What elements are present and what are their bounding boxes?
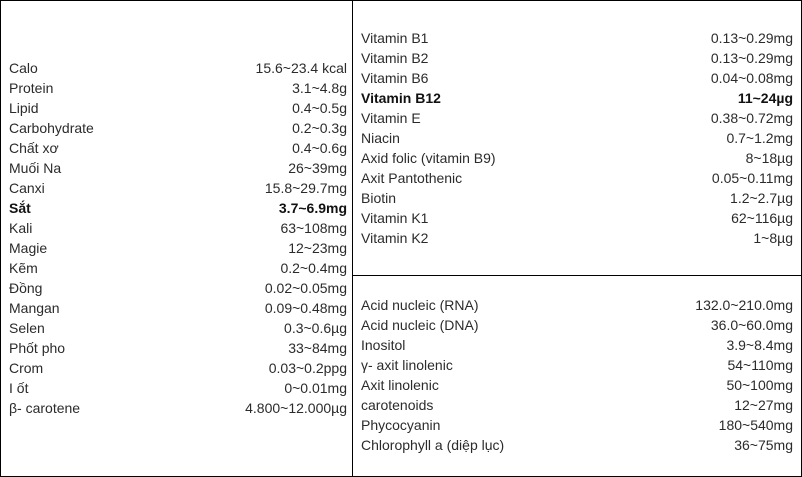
nutrient-name: Sắt: [9, 200, 31, 216]
nutrient-name: Phốt pho: [9, 340, 66, 356]
nutrient-name: Calo: [9, 60, 38, 76]
nutrient-row: [361, 395, 793, 415]
nutrient-value: 0.3~0.6µg: [284, 320, 347, 336]
nutrient-row: [361, 88, 793, 108]
nutrient-value: 8~18µg: [745, 150, 793, 166]
nutrient-name: Axit linolenic: [361, 377, 439, 393]
nutrient-row: [9, 58, 347, 78]
nutrient-row: [9, 78, 347, 98]
nutrient-row: [361, 315, 793, 335]
nutrient-row: [361, 148, 793, 168]
nutrient-name: Chlorophyll a (diệp lục): [361, 437, 505, 453]
nutrient-value: 0.2~0.4mg: [280, 260, 347, 276]
nutrient-row: [9, 378, 347, 398]
nutrient-value: 0.03~0.2ppg: [268, 360, 347, 376]
nutrient-row: [361, 295, 793, 315]
nutrient-value: 0.13~0.29mg: [710, 50, 793, 66]
section-divider: [352, 275, 802, 276]
nutrient-name: Vitamin K2: [361, 230, 429, 246]
nutrient-name: Muối Na: [9, 160, 62, 176]
nutrient-name: Crom: [9, 360, 44, 376]
nutrient-name: Chất xơ: [9, 140, 59, 156]
other-nutrients-panel: [361, 295, 793, 455]
nutrient-row: [361, 228, 793, 248]
nutrient-row: [9, 198, 347, 218]
nutrient-row: [361, 188, 793, 208]
nutrient-value: 3.1~4.8g: [292, 80, 347, 96]
nutrient-name: Mangan: [9, 300, 60, 316]
nutrient-name: Vitamin E: [361, 110, 421, 126]
nutrient-value: 15.8~29.7mg: [264, 180, 347, 196]
nutrient-value: 54~110mg: [727, 357, 793, 373]
nutrient-value: 0.38~0.72mg: [710, 110, 793, 126]
nutrient-row: [9, 338, 347, 358]
nutrient-row: [9, 138, 347, 158]
nutrient-name: I ốt: [9, 380, 29, 396]
nutrient-row: [9, 118, 347, 138]
nutrient-name: Acid nucleic (DNA): [361, 317, 479, 333]
nutrient-value: 0.09~0.48mg: [264, 300, 347, 316]
nutrient-name: Selen: [9, 320, 45, 336]
nutrient-row: [361, 335, 793, 355]
nutrient-value: 0.4~0.5g: [292, 100, 347, 116]
nutrient-value: 0.04~0.08mg: [710, 70, 793, 86]
nutrient-name: Axit Pantothenic: [361, 170, 463, 186]
nutrient-name: Vitamin B6: [361, 70, 429, 86]
nutrient-value: 1.2~2.7µg: [730, 190, 793, 206]
nutrient-row: [9, 218, 347, 238]
nutrient-name: Vitamin B1: [361, 30, 429, 46]
nutrient-value: 0.13~0.29mg: [710, 30, 793, 46]
nutrient-value: 15.6~23.4 kcal: [255, 60, 347, 76]
nutrient-row: [9, 238, 347, 258]
nutrient-row: [361, 375, 793, 395]
nutrient-value: 3.7~6.9mg: [278, 200, 347, 216]
nutrient-value: 132.0~210.0mg: [695, 297, 793, 313]
nutrient-row: [9, 298, 347, 318]
nutrient-row: [361, 108, 793, 128]
nutrient-value: 0.4~0.6g: [292, 140, 347, 156]
nutrient-row: [361, 415, 793, 435]
nutrient-value: 1~8µg: [753, 230, 793, 246]
nutrient-name: Đồng: [9, 280, 43, 296]
nutrient-row: [361, 48, 793, 68]
nutrient-value: 0.05~0.11mg: [711, 170, 793, 186]
nutrient-name: Magie: [9, 240, 48, 256]
nutrient-name: Protein: [9, 80, 54, 96]
nutrient-value: 180~540mg: [718, 417, 793, 433]
nutrient-value: 3.9~8.4mg: [726, 337, 793, 353]
nutrient-row: [361, 128, 793, 148]
nutrient-row: [9, 158, 347, 178]
nutrient-value: 0~0.01mg: [284, 380, 347, 396]
nutrient-name: Canxi: [9, 180, 45, 196]
nutrient-name: Niacin: [361, 130, 400, 146]
nutrient-name: Kẽm: [9, 260, 38, 276]
nutrient-value: 36~75mg: [734, 437, 793, 453]
nutrient-row: [361, 355, 793, 375]
minerals-panel: [9, 58, 347, 418]
nutrient-value: 4.800~12.000µg: [245, 400, 347, 416]
nutrient-value: 0.02~0.05mg: [264, 280, 347, 296]
nutrient-value: 11~24µg: [737, 90, 793, 106]
vitamins-panel: [361, 28, 793, 248]
nutrient-row: [9, 98, 347, 118]
nutrient-row: [361, 168, 793, 188]
nutrient-value: 0.2~0.3g: [292, 120, 347, 136]
nutrient-name: Vitamin B2: [361, 50, 429, 66]
nutrient-name: Biotin: [361, 190, 397, 206]
nutrient-row: [9, 278, 347, 298]
column-divider: [352, 0, 353, 477]
nutrient-name: γ- axit linolenic: [361, 357, 453, 373]
nutrient-name: Kali: [9, 220, 33, 236]
nutrient-name: Inositol: [361, 337, 406, 353]
nutrient-row: [9, 358, 347, 378]
nutrient-row: [9, 258, 347, 278]
nutrient-name: β- carotene: [9, 400, 81, 416]
nutrient-row: [361, 68, 793, 88]
nutrient-name: Axid folic (vitamin B9): [361, 150, 496, 166]
nutrient-value: 0.7~1.2mg: [726, 130, 793, 146]
nutrient-value: 33~84mg: [288, 340, 347, 356]
nutrient-value: 63~108mg: [280, 220, 347, 236]
nutrient-name: Acid nucleic (RNA): [361, 297, 479, 313]
nutrient-name: Vitamin K1: [361, 210, 429, 226]
nutrient-row: [9, 178, 347, 198]
nutrient-name: Vitamin B12: [361, 90, 441, 106]
nutrient-name: Carbohydrate: [9, 120, 94, 136]
nutrient-row: [361, 208, 793, 228]
nutrient-value: 12~27mg: [734, 397, 793, 413]
nutrient-name: Phycocyanin: [361, 417, 441, 433]
nutrient-row: [9, 318, 347, 338]
nutrient-value: 62~116µg: [731, 210, 793, 226]
nutrient-row: [361, 28, 793, 48]
nutrient-row: [9, 398, 347, 418]
nutrient-value: 36.0~60.0mg: [710, 317, 793, 333]
nutrient-name: carotenoids: [361, 397, 434, 413]
nutrient-value: 12~23mg: [288, 240, 347, 256]
nutrient-name: Lipid: [9, 100, 39, 116]
nutrient-row: [361, 435, 793, 455]
nutrient-value: 26~39mg: [288, 160, 347, 176]
nutrient-value: 50~100mg: [726, 377, 793, 393]
